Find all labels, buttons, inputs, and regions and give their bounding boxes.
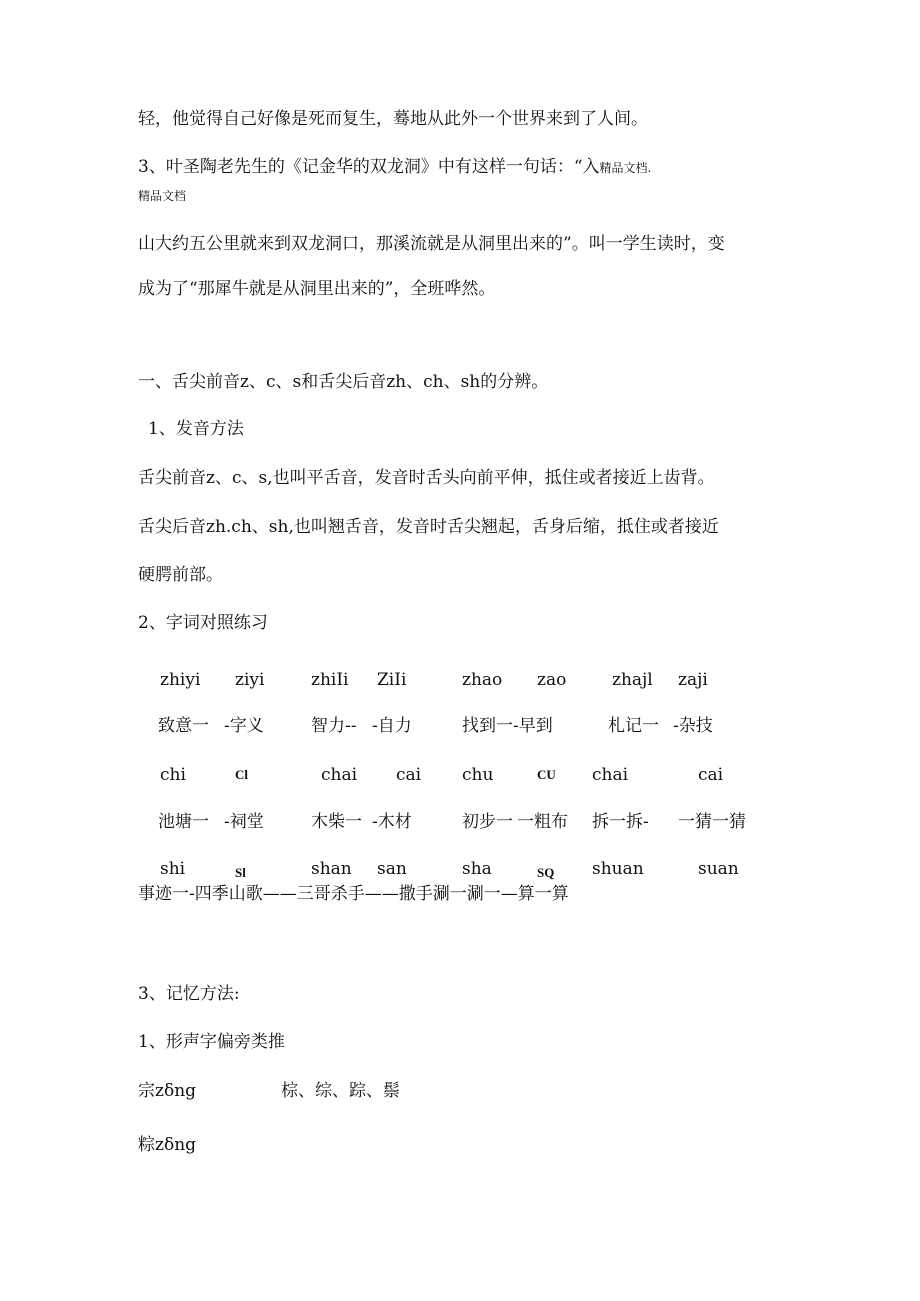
subheading-phonetic-radical: 1、形声字偏旁类推 [138, 1032, 285, 1052]
paragraph-curled-tongue-b: 硬腭前部。 [138, 565, 223, 585]
pinyin-cell: Cl [235, 767, 248, 782]
intro-line-3: 山大约五公里就来到双龙洞口，那溪流就是从洞里出来的”。叫一学生读时，变 [138, 234, 725, 254]
subheading-pronunciation-method: 1、发音方法 [148, 419, 244, 439]
pinyin-cell: zhajl [612, 670, 653, 690]
pinyin-cell: chai [592, 765, 629, 785]
pinyin-cell: CU [537, 767, 556, 782]
word-cell: 初步一 [462, 812, 513, 832]
pinyin-cell: zhiIi [311, 670, 349, 690]
pinyin-cell: zhiyi [160, 670, 201, 690]
paragraph-curled-tongue-a: 舌尖后音zh.ch、sh,也叫翘舌音，发音时舌尖翘起，舌身后缩，抵住或者接近 [138, 517, 719, 537]
word-cell: -木材 [372, 812, 412, 832]
word-cell: 致意一 [158, 716, 209, 736]
word-cell: -祠堂 [224, 812, 264, 832]
pinyin-cell: zaji [678, 670, 708, 690]
word-cell: -自力 [372, 716, 412, 736]
pinyin-cell: SQ [537, 865, 555, 880]
subheading-word-practice: 2、字词对照练习 [138, 613, 268, 633]
pinyin-cell: sha [462, 859, 492, 879]
paragraph-flat-tongue: 舌尖前音z、c、s,也叫平舌音，发音时舌头向前平伸，抵住或者接近上齿背。 [138, 468, 715, 488]
intro-line-2 [138, 159, 651, 176]
intro-line-4: 成为了“那犀牛就是从洞里出来的”，全班哗然。 [138, 279, 496, 299]
pinyin-cell: cai [396, 765, 422, 785]
pinyin-cell: cai [698, 765, 724, 785]
word-cell: 找到一-早到 [462, 716, 553, 736]
word-cell: 一猜一猜 [678, 812, 746, 832]
example-zong-related: 棕、综、踪、鬃 [281, 1081, 400, 1101]
pinyin-cell: san [377, 859, 407, 879]
word-cell: -杂技 [673, 716, 713, 736]
word-cell: 池塘一 [158, 812, 209, 832]
pinyin-cell: suan [698, 859, 739, 879]
word-row-3: 事迹一-四季山歌——三哥杀手——撒手涮一涮一—算一算 [138, 884, 569, 904]
word-cell: 拆一拆- [592, 812, 649, 832]
example-zong-2: 粽zδng [138, 1135, 197, 1155]
word-cell: 一粗布 [517, 812, 568, 832]
word-cell: 木柴一 [311, 812, 362, 832]
pinyin-cell: Sl [235, 865, 246, 880]
pinyin-cell: chu [462, 765, 494, 785]
pinyin-cell: shi [160, 859, 186, 879]
pinyin-cell: chai [321, 765, 358, 785]
word-cell: 札记一 [608, 716, 659, 736]
pinyin-cell: chi [160, 765, 186, 785]
pinyin-cell: shan [311, 859, 352, 879]
pinyin-cell: zhao [462, 670, 503, 690]
pinyin-cell: ZiIi [377, 670, 407, 690]
word-cell: -字义 [224, 716, 264, 736]
word-cell: 智力-- [311, 716, 357, 736]
pinyin-cell: ziyi [235, 670, 265, 690]
intro-line-1: 轻，他觉得自己好像是死而复生，蓦地从此外一个世界来到了人间。 [138, 109, 648, 129]
pinyin-cell: zao [537, 670, 567, 690]
watermark-margin: 精品文档 [138, 189, 187, 203]
section-3-heading: 3、记忆方法: [138, 984, 240, 1004]
section-1-heading: 一、舌尖前音z、c、s和舌尖后音zh、ch、sh的分辨。 [138, 372, 549, 392]
example-zong: 宗zδng [138, 1081, 197, 1101]
pinyin-cell: shuan [592, 859, 644, 879]
quote-intro-text: 3、叶圣陶老先生的《记金华的双龙洞》中有这样一句话：“入 [138, 157, 600, 177]
watermark-inline: 精品文档. [599, 161, 652, 175]
